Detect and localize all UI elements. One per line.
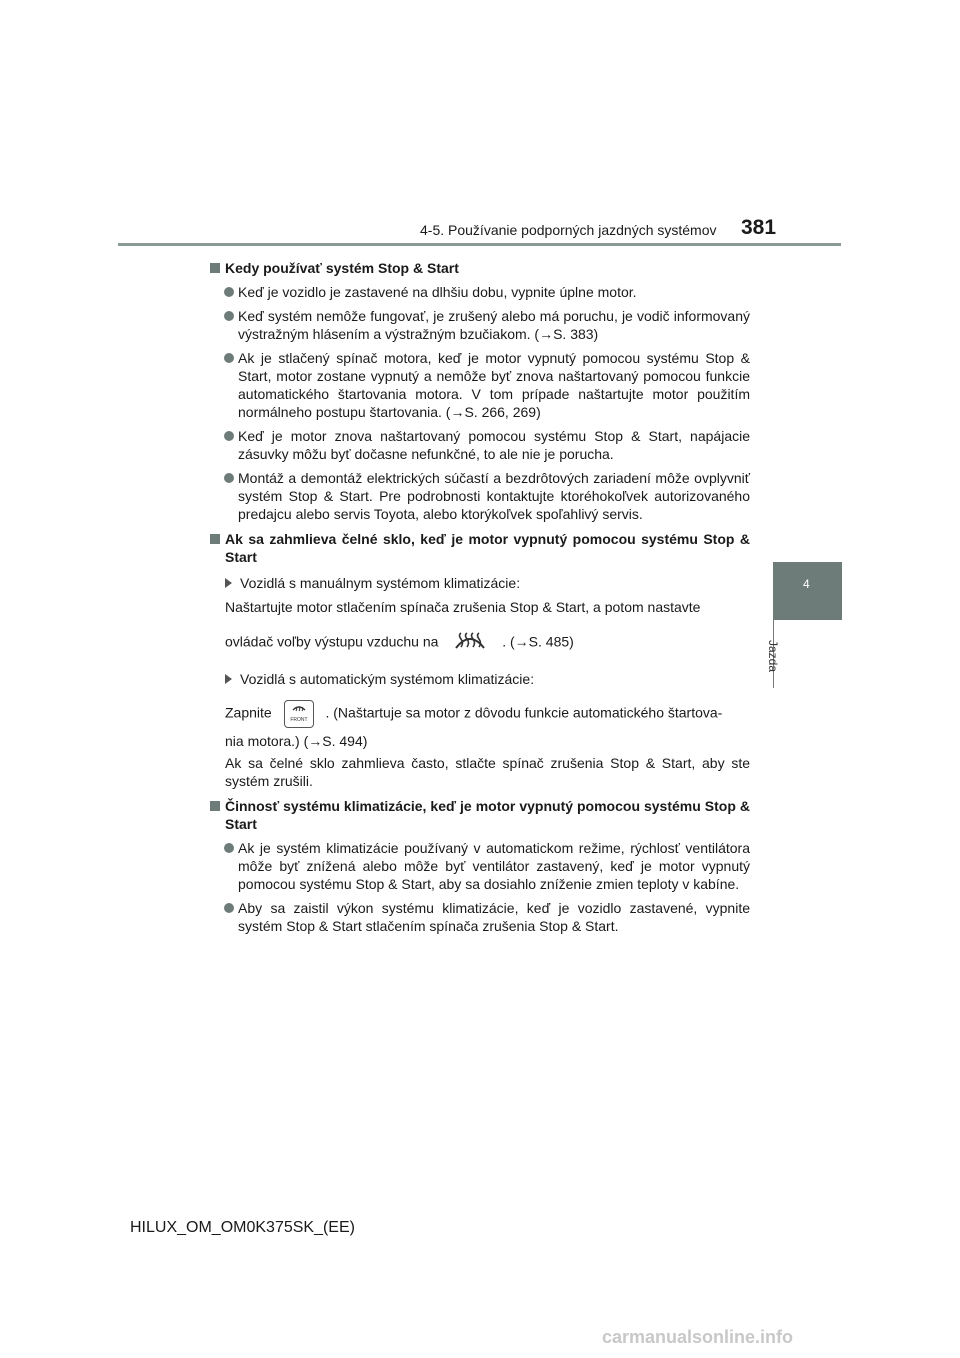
page-content (210, 252, 750, 935)
bullet-dot-icon (224, 287, 234, 297)
triangle-marker-icon (225, 674, 232, 684)
paragraph: Ak sa čelné sklo zahmlieva často, stlačte spínač zrušenia Stop & Start, aby ste systém zrušili. (225, 755, 750, 789)
chapter-tab (773, 562, 842, 620)
bullet-dot-icon (224, 353, 234, 363)
chapter-title: Jazda (766, 640, 780, 673)
defroster-icon (450, 628, 490, 658)
bullet-dot-icon (224, 431, 234, 441)
section-heading: Ak sa zahmlieva čelné sklo, keď je motor vypnutý pomocou systému Stop & Start (210, 530, 750, 566)
triangle-marker-icon (225, 578, 232, 588)
front-defroster-button-icon (284, 700, 314, 728)
sub-item: Vozidlá s automatickým systémom klimatizácie: (210, 670, 750, 688)
list-item: Keď je motor znova naštartovaný pomocou systému Stop & Start, napájacie zásuvky môžu byť dočasne nefunkčné, to ale nie je porucha. (210, 427, 750, 463)
header-rule (118, 243, 841, 246)
bullet-dot-icon (224, 473, 234, 483)
paragraph: ovládač voľby výstupu vzduchu na . (→S. 485) (210, 628, 750, 658)
list-item: Keď je vozidlo je zastavené na dlhšiu dobu, vypnite úplne motor. (210, 283, 750, 301)
section-heading: Činnosť systému klimatizácie, keď je motor vypnutý pomocou systému Stop & Start (210, 797, 750, 833)
section-square-icon (210, 801, 220, 811)
bullet-dot-icon (224, 843, 234, 853)
sub-item: Vozidlá s manuálnym systémom klimatizácie: (210, 574, 750, 592)
paragraph: Naštartujte motor stlačením spínača zrušenia Stop & Start, a potom nastavte (225, 599, 701, 615)
watermark: carmanualsonline.info (602, 1327, 794, 1347)
list-item: Aby sa zaistil výkon systému klimatizácie, keď je vozidlo zastavené, vypnite systém Stop & Start stlačením spínača zrušenia Stop & Start. (210, 899, 750, 935)
paragraph: Zapnite FRONT . (Naštartuje sa motor z dôvodu funkcie automatického štartova- (210, 700, 750, 728)
header-section-title: 4-5. Používanie podporných jazdných systémov (420, 222, 717, 238)
list-item: Montáž a demontáž elektrických súčastí a bezdrôtových zariadení môže ovplyvniť systém Stop & Start. Pre podrobnosti kontaktujte ktoréhokoľvek autorizovaného predajcu alebo servis Toyota, alebo ktorýkoľvek spoľahlivý servis. (210, 469, 750, 523)
list-item: Ak je stlačený spínač motora, keď je motor vypnutý pomocou systému Stop & Start, motor zostane vypnutý a nemôže byť znova naštartovaný pomocou funkcie automatického štartovania motora. V tom prípade naštartujte motor použitím normálneho postupu štartovania. (→S. 266, 269) (210, 349, 750, 421)
section-heading: Kedy používať systém Stop & Start (210, 259, 750, 277)
chapter-number: 4 (803, 577, 810, 591)
page-number: 381 (741, 216, 777, 239)
section-square-icon (210, 263, 220, 273)
paragraph: nia motora.) (→S. 494) (225, 733, 368, 749)
document-footer-code: HILUX_OM_OM0K375SK_(EE) (130, 1219, 355, 1236)
bullet-dot-icon (224, 311, 234, 321)
list-item: Keď systém nemôže fungovať, je zrušený alebo má poruchu, je vodič informovaný výstražným hlásením a výstražným bzučiakom. (→S. 383) (210, 307, 750, 343)
bullet-dot-icon (224, 903, 234, 913)
svg-text:FRONT: FRONT (289, 717, 308, 723)
list-item: Ak je systém klimatizácie používaný v automatickom režime, rýchlosť ventilátora môže byť znížená alebo môže byť ventilátor zastavený, keď je motor vypnutý pomocou systému Stop & Start, aby sa dosiahlo zníženie zmien teploty v kabíne. (210, 839, 750, 893)
section-square-icon (210, 534, 220, 544)
